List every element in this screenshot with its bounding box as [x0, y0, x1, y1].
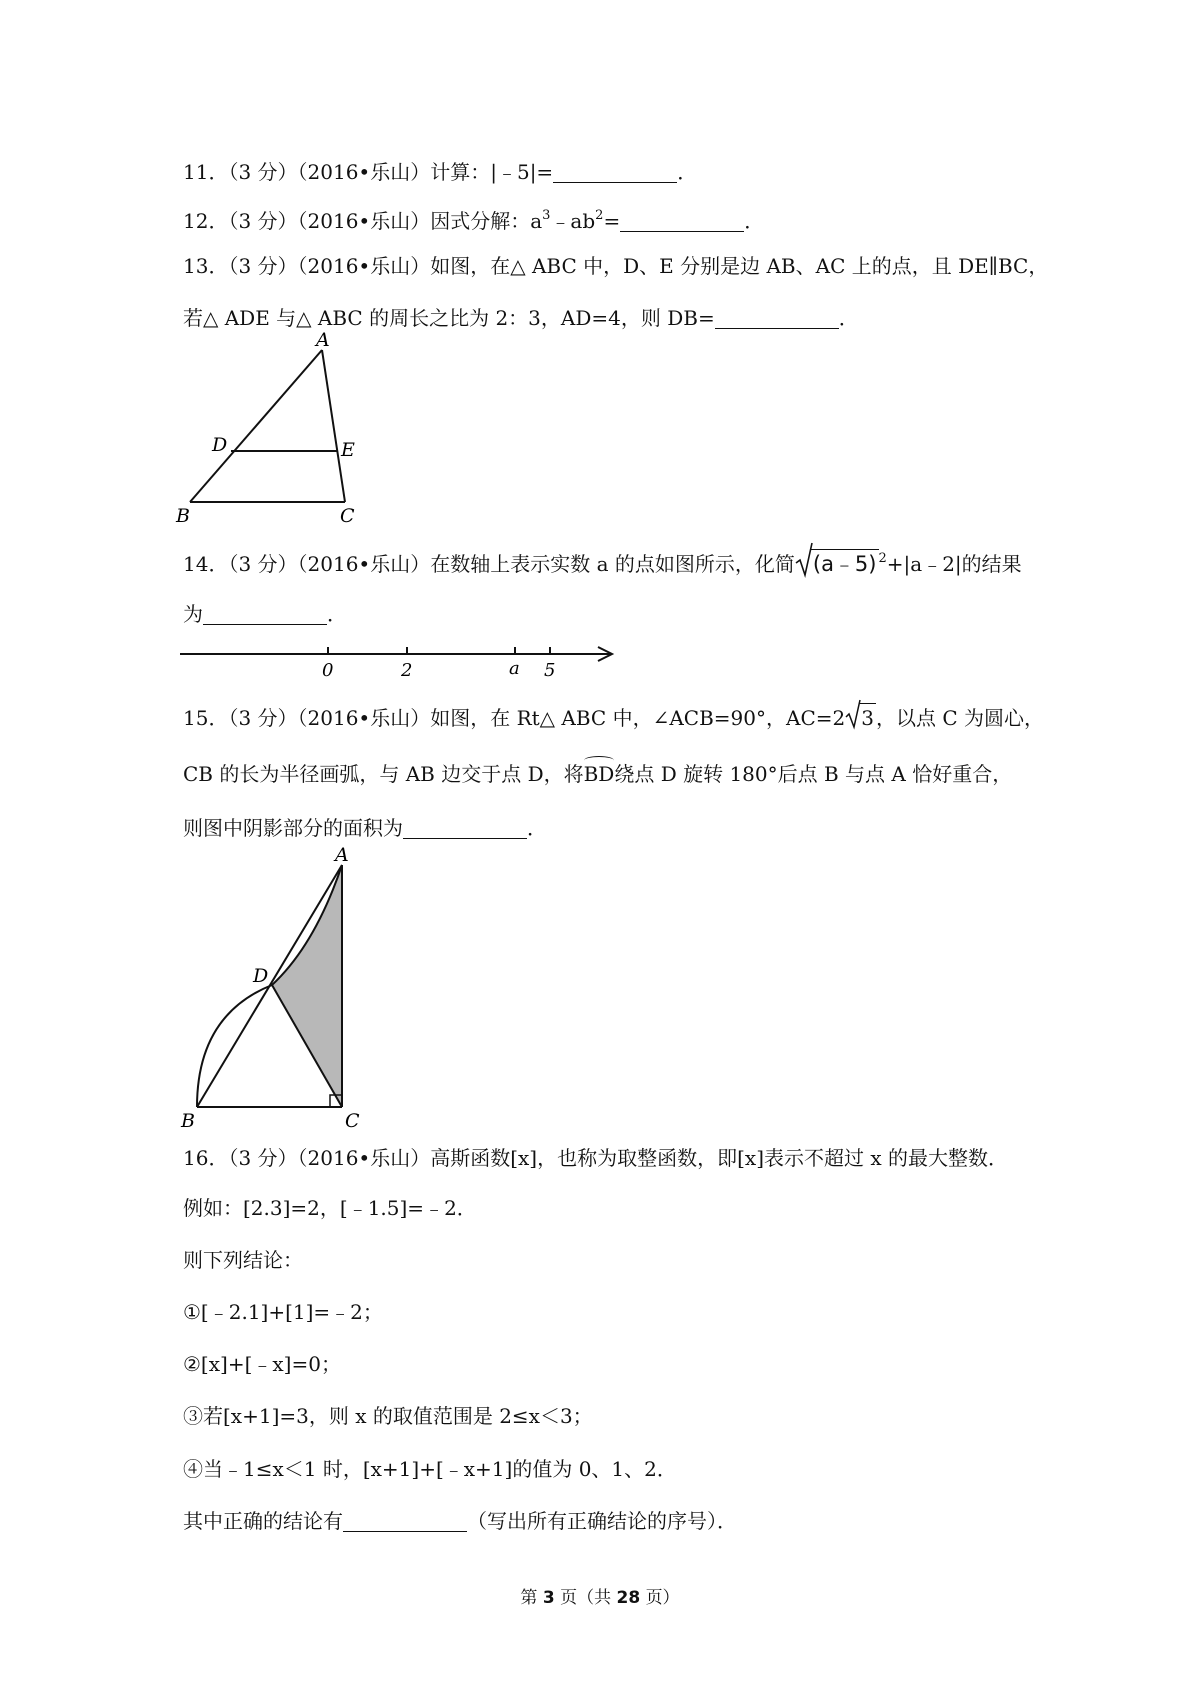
answer-blank-13[interactable] [715, 308, 839, 329]
question-15-line-3: 则图中阴影部分的面积为 ． [183, 816, 547, 840]
question-16-line-2: 例如：[2.3]=2，[﹣1.5]=﹣2． [183, 1196, 477, 1220]
label-a: A [335, 845, 349, 866]
question-15-line-1: 15．（3 分）（2016•乐山）如图，在 Rt△ ABC 中，∠ACB=90°，AC=2 3 ，以点 C 为圆心， [183, 703, 1044, 732]
statement-1: ①[﹣2.1]+[1]=﹣2； [183, 1300, 383, 1324]
page-footer: 第 3 页（共 28 页） [520, 1588, 680, 1608]
statement-2: ②[x]+[﹣x]=0； [183, 1352, 341, 1376]
right-triangle-shaded-arc-figure [175, 845, 375, 1130]
tick-label-a: a [509, 658, 520, 679]
tick-label-0: 0 [322, 660, 334, 681]
label-d: D [212, 434, 228, 456]
label-d: D [253, 965, 269, 987]
question-13-line-1: 13．（3 分）（2016•乐山）如图，在△ ABC 中，D、E 分别是边 AB、AC 上的点，且 DE∥BC， [183, 254, 1049, 278]
tick-label-2: 2 [401, 660, 413, 681]
answer-blank-11[interactable] [553, 162, 677, 183]
statement-4: ④当﹣1≤x＜1 时，[x+1]+[﹣x+1]的值为 0、1、2． [183, 1457, 677, 1481]
label-a: A [316, 330, 330, 351]
triangle-de-parallel-bc-figure [170, 330, 400, 530]
label-c: C [345, 1110, 360, 1130]
total-pages: 28 [616, 1588, 641, 1608]
answer-blank-12[interactable] [620, 211, 744, 232]
question-13-line-2: 若△ ADE 与△ ABC 的周长之比为 2：3，AD=4，则 DB= ． [183, 306, 859, 330]
question-16-last-line: 其中正确的结论有 （写出所有正确结论的序号）． [183, 1509, 737, 1533]
question-12: 12．（3 分）（2016•乐山）因式分解：$a^3﹣ab^2=$ ． [183, 208, 765, 233]
current-page-number: 3 [542, 1588, 555, 1608]
statement-3: ③若[x+1]=3，则 x 的取值范围是 2≤x＜3； [183, 1404, 593, 1428]
question-11-text: 11．（3 分）（2016•乐山）计算：|﹣5|= [183, 160, 554, 184]
answer-blank-14[interactable] [203, 604, 327, 625]
label-b: B [181, 1110, 195, 1130]
number-line-figure [170, 636, 620, 686]
label-b: B [176, 505, 190, 527]
answer-blank-16[interactable] [343, 1511, 467, 1532]
arc-bd-notation: BD [583, 762, 615, 786]
square-root-expression: (a﹣5) [795, 549, 879, 578]
label-e: E [341, 439, 355, 461]
square-root-3: 3 [845, 703, 876, 732]
question-14-line-1: 14．（3 分）（2016•乐山）在数轴上表示实数 a 的点如图所示，化简 (a﹣5) $^2$+|a﹣2|的结果 [183, 545, 1022, 578]
tick-label-5: 5 [544, 660, 556, 681]
question-11: 11．（3 分）（2016•乐山）计算：|﹣5|= ． [183, 160, 698, 184]
question-15-line-2: CB 的长为半径画弧，与 AB 边交于点 D，将BD绕点 D 旋转 180°后点 B 与点 A 恰好重合， [183, 762, 1013, 786]
answer-blank-15[interactable] [403, 818, 527, 839]
label-c: C [340, 505, 355, 527]
question-16-line-3: 则下列结论： [183, 1248, 303, 1272]
question-16-line-1: 16．（3 分）（2016•乐山）高斯函数[x]，也称为取整函数，即[x]表示不超过 x 的最大整数． [183, 1146, 1008, 1170]
question-14-line-2: 为 ． [183, 602, 347, 626]
